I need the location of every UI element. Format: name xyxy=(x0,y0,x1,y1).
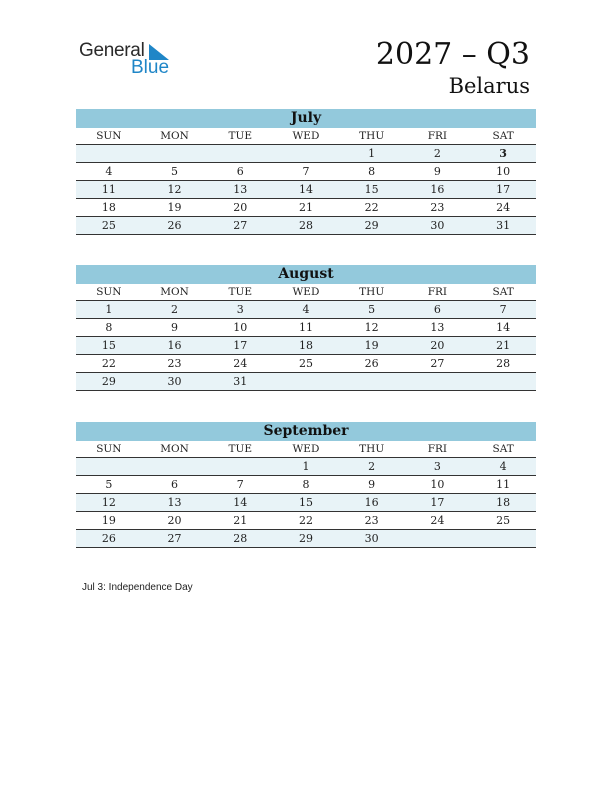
day-cell xyxy=(405,530,471,548)
day-cell: 13 xyxy=(405,319,471,337)
week-row xyxy=(76,458,536,476)
day-cell: 12 xyxy=(142,181,208,199)
country-subtitle: Belarus xyxy=(448,74,530,98)
day-cell: 14 xyxy=(273,181,339,199)
day-cell: 26 xyxy=(142,217,208,235)
day-cell: 23 xyxy=(142,355,208,373)
day-cell: 2 xyxy=(339,458,405,476)
day-cell: 26 xyxy=(76,530,142,548)
weekday-label: FRI xyxy=(405,284,471,301)
day-cell: 6 xyxy=(405,301,471,319)
day-cell: 1 xyxy=(339,145,405,163)
weekday-label: WED xyxy=(273,284,339,301)
day-cell xyxy=(470,530,536,548)
day-cell: 25 xyxy=(273,355,339,373)
day-cell: 18 xyxy=(470,494,536,512)
day-cell: 20 xyxy=(207,199,273,217)
day-cell: 23 xyxy=(405,199,471,217)
day-cell: 7 xyxy=(207,476,273,494)
holiday-note: Jul 3: Independence Day xyxy=(82,582,193,593)
week-row xyxy=(76,199,536,217)
day-cell: 8 xyxy=(339,163,405,181)
calendar-grid xyxy=(76,441,536,548)
holiday-day-cell: 3 xyxy=(470,145,536,163)
week-row xyxy=(76,530,536,548)
weekday-label: WED xyxy=(273,128,339,145)
day-cell: 15 xyxy=(273,494,339,512)
logo-general-text: General xyxy=(79,40,145,61)
day-cell: 19 xyxy=(76,512,142,530)
day-cell: 21 xyxy=(207,512,273,530)
day-cell: 19 xyxy=(142,199,208,217)
day-cell xyxy=(339,373,405,391)
month-calendar-august xyxy=(76,265,536,391)
day-cell: 28 xyxy=(207,530,273,548)
month-name: September xyxy=(76,422,536,441)
day-cell xyxy=(273,373,339,391)
day-cell: 18 xyxy=(76,199,142,217)
day-cell: 9 xyxy=(142,319,208,337)
day-cell: 22 xyxy=(273,512,339,530)
week-row xyxy=(76,181,536,199)
weekday-label: TUE xyxy=(207,128,273,145)
day-cell: 4 xyxy=(76,163,142,181)
page-title: 2027 – Q3 xyxy=(375,37,530,72)
day-cell: 26 xyxy=(339,355,405,373)
day-cell: 5 xyxy=(76,476,142,494)
week-row xyxy=(76,355,536,373)
day-cell: 19 xyxy=(339,337,405,355)
day-cell xyxy=(142,145,208,163)
day-cell: 6 xyxy=(142,476,208,494)
week-row xyxy=(76,301,536,319)
week-row xyxy=(76,163,536,181)
week-row xyxy=(76,494,536,512)
day-cell: 17 xyxy=(207,337,273,355)
day-cell: 13 xyxy=(142,494,208,512)
weekday-label: FRI xyxy=(405,128,471,145)
week-row xyxy=(76,373,536,391)
month-calendar-september xyxy=(76,422,536,548)
weekday-header-row xyxy=(76,441,536,458)
day-cell: 24 xyxy=(470,199,536,217)
weekday-label: MON xyxy=(142,441,208,458)
month-name: July xyxy=(76,109,536,128)
day-cell: 20 xyxy=(405,337,471,355)
day-cell: 9 xyxy=(339,476,405,494)
day-cell: 25 xyxy=(76,217,142,235)
day-cell: 11 xyxy=(273,319,339,337)
day-cell: 25 xyxy=(470,512,536,530)
day-cell: 4 xyxy=(273,301,339,319)
day-cell: 9 xyxy=(405,163,471,181)
day-cell: 15 xyxy=(339,181,405,199)
weekday-header-row xyxy=(76,128,536,145)
week-row xyxy=(76,319,536,337)
day-cell: 16 xyxy=(405,181,471,199)
week-row xyxy=(76,217,536,235)
day-cell xyxy=(76,145,142,163)
day-cell: 31 xyxy=(207,373,273,391)
day-cell: 10 xyxy=(470,163,536,181)
weekday-label: SAT xyxy=(470,284,536,301)
day-cell: 5 xyxy=(339,301,405,319)
weekday-label: THU xyxy=(339,128,405,145)
week-row xyxy=(76,145,536,163)
day-cell: 27 xyxy=(207,217,273,235)
day-cell xyxy=(273,145,339,163)
day-cell: 29 xyxy=(76,373,142,391)
week-row xyxy=(76,512,536,530)
day-cell: 11 xyxy=(76,181,142,199)
day-cell: 28 xyxy=(273,217,339,235)
day-cell: 22 xyxy=(76,355,142,373)
weekday-label: SUN xyxy=(76,441,142,458)
day-cell xyxy=(405,373,471,391)
weekday-header-row xyxy=(76,284,536,301)
day-cell: 16 xyxy=(142,337,208,355)
day-cell: 5 xyxy=(142,163,208,181)
day-cell: 8 xyxy=(273,476,339,494)
day-cell: 27 xyxy=(405,355,471,373)
day-cell: 24 xyxy=(405,512,471,530)
day-cell: 31 xyxy=(470,217,536,235)
day-cell: 2 xyxy=(142,301,208,319)
weekday-label: WED xyxy=(273,441,339,458)
day-cell: 28 xyxy=(470,355,536,373)
day-cell xyxy=(207,458,273,476)
day-cell: 3 xyxy=(207,301,273,319)
logo-blue-text: Blue xyxy=(131,57,170,78)
weekday-label: TUE xyxy=(207,284,273,301)
day-cell: 21 xyxy=(273,199,339,217)
day-cell: 21 xyxy=(470,337,536,355)
weekday-label: SAT xyxy=(470,441,536,458)
day-cell: 2 xyxy=(405,145,471,163)
day-cell: 10 xyxy=(405,476,471,494)
day-cell: 27 xyxy=(142,530,208,548)
weekday-label: SUN xyxy=(76,128,142,145)
day-cell: 12 xyxy=(339,319,405,337)
day-cell: 6 xyxy=(207,163,273,181)
day-cell: 8 xyxy=(76,319,142,337)
day-cell: 17 xyxy=(405,494,471,512)
calendar-grid xyxy=(76,128,536,235)
day-cell: 4 xyxy=(470,458,536,476)
weekday-label: MON xyxy=(142,128,208,145)
weekday-label: THU xyxy=(339,284,405,301)
weekday-label: MON xyxy=(142,284,208,301)
day-cell: 30 xyxy=(142,373,208,391)
day-cell: 15 xyxy=(76,337,142,355)
day-cell: 11 xyxy=(470,476,536,494)
day-cell: 29 xyxy=(273,530,339,548)
day-cell: 13 xyxy=(207,181,273,199)
week-row xyxy=(76,337,536,355)
day-cell: 20 xyxy=(142,512,208,530)
day-cell xyxy=(76,458,142,476)
day-cell: 24 xyxy=(207,355,273,373)
week-row xyxy=(76,476,536,494)
weekday-label: FRI xyxy=(405,441,471,458)
day-cell xyxy=(207,145,273,163)
day-cell: 10 xyxy=(207,319,273,337)
day-cell: 14 xyxy=(470,319,536,337)
day-cell xyxy=(142,458,208,476)
day-cell: 3 xyxy=(405,458,471,476)
month-calendar-july xyxy=(76,109,536,235)
weekday-label: TUE xyxy=(207,441,273,458)
day-cell: 16 xyxy=(339,494,405,512)
day-cell: 18 xyxy=(273,337,339,355)
day-cell: 12 xyxy=(76,494,142,512)
day-cell: 29 xyxy=(339,217,405,235)
day-cell: 7 xyxy=(273,163,339,181)
weekday-label: SAT xyxy=(470,128,536,145)
day-cell: 1 xyxy=(273,458,339,476)
day-cell xyxy=(470,373,536,391)
generalblue-logo xyxy=(79,40,179,80)
day-cell: 7 xyxy=(470,301,536,319)
day-cell: 1 xyxy=(76,301,142,319)
weekday-label: THU xyxy=(339,441,405,458)
day-cell: 30 xyxy=(339,530,405,548)
calendar-grid xyxy=(76,284,536,391)
day-cell: 30 xyxy=(405,217,471,235)
day-cell: 14 xyxy=(207,494,273,512)
weekday-label: SUN xyxy=(76,284,142,301)
day-cell: 17 xyxy=(470,181,536,199)
day-cell: 22 xyxy=(339,199,405,217)
month-name: August xyxy=(76,265,536,284)
day-cell: 23 xyxy=(339,512,405,530)
